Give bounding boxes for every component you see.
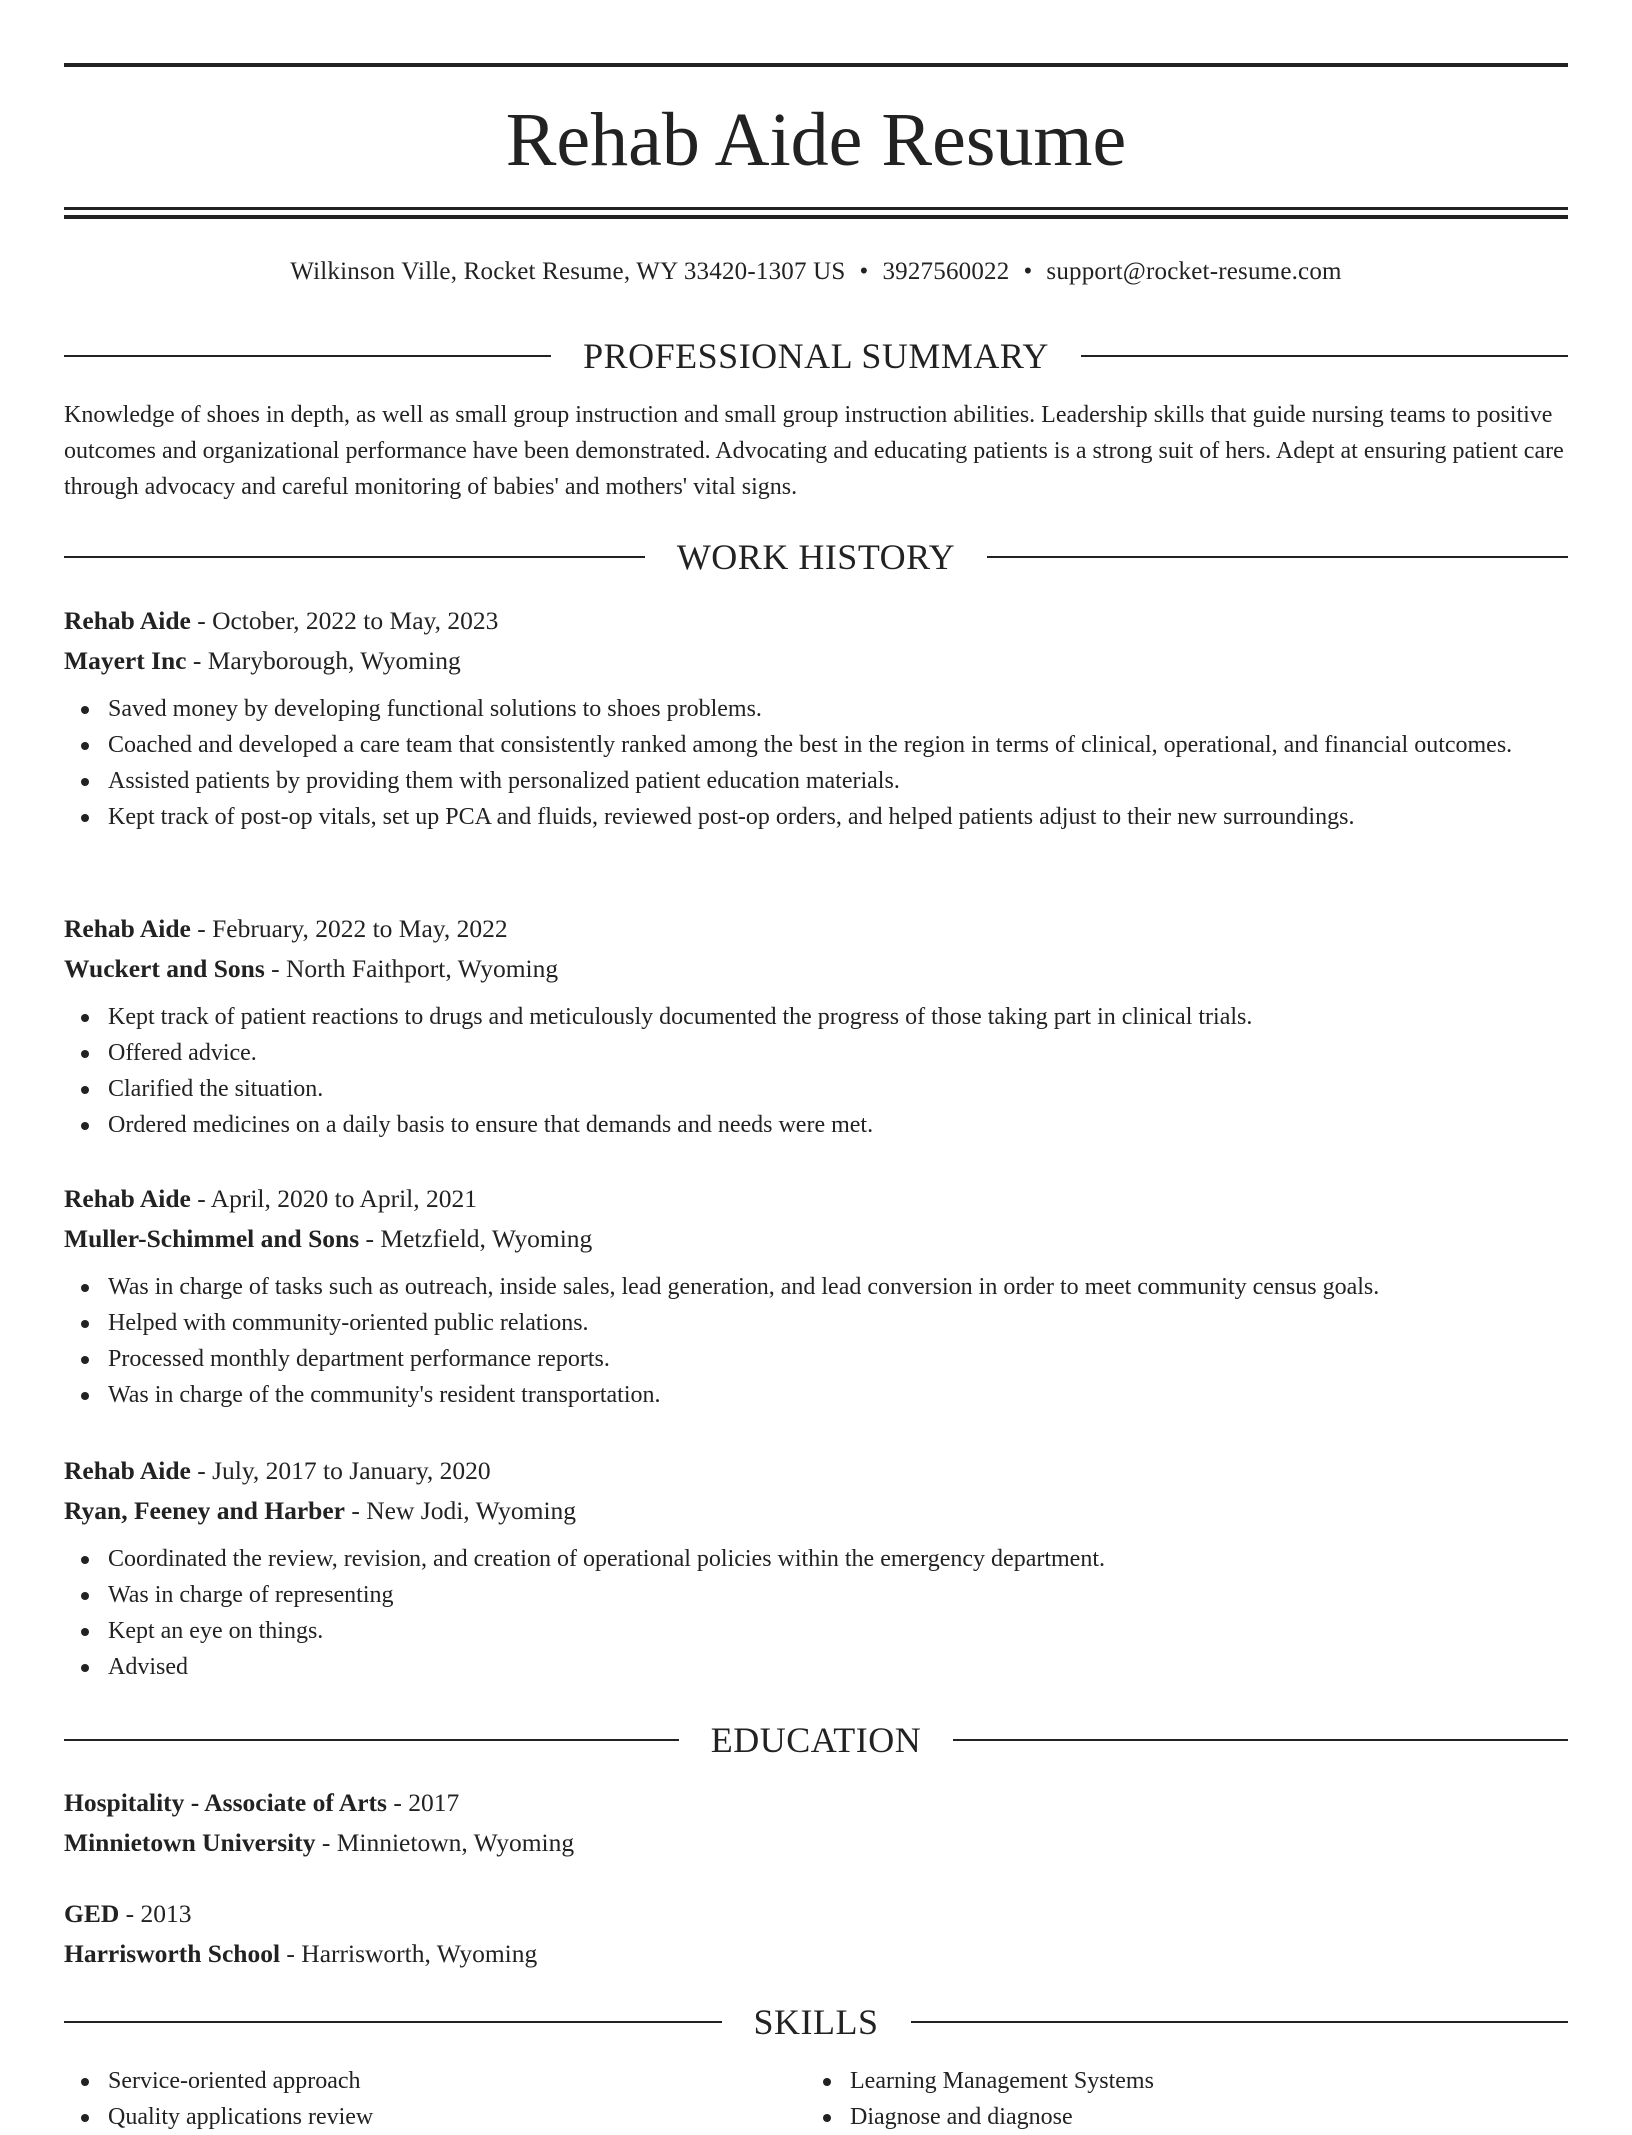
job-bullet: Clarified the situation. [64, 1071, 1568, 1107]
education-year: 2013 [140, 1899, 192, 1928]
job-company-line [64, 1491, 1568, 1531]
education-school-line [64, 1823, 1568, 1863]
job-company-line [64, 1219, 1568, 1259]
education-school-line [64, 1934, 1568, 1974]
education-degree-line [64, 1783, 1568, 1823]
contact-line [64, 252, 1568, 292]
contact-email: support@rocket-resume.com [1046, 258, 1342, 285]
section-heading-work-history [64, 535, 1568, 579]
job-entry [64, 601, 1568, 835]
education-school: Harrisworth School [64, 1939, 281, 1968]
job-dates: October, 2022 to May, 2023 [212, 606, 499, 635]
title-rule-upper [64, 207, 1568, 210]
skills-list [64, 2063, 764, 2135]
education-school: Minnietown University [64, 1828, 316, 1857]
job-bullet: Offered advice. [64, 1035, 1568, 1071]
job-company-line [64, 949, 1568, 989]
job-title-line [64, 1451, 1568, 1491]
job-dates: April, 2020 to April, 2021 [210, 1184, 478, 1213]
education-degree: Hospitality - Associate of Arts [64, 1788, 387, 1817]
heading-rule [953, 1739, 1568, 1741]
title-rule-lower [64, 215, 1568, 219]
education-degree: GED [64, 1899, 120, 1928]
job-dates: February, 2022 to May, 2022 [212, 914, 508, 943]
heading-rule [64, 2021, 722, 2023]
contact-separator: • [1023, 258, 1033, 285]
heading-rule [987, 556, 1568, 558]
job-title: Rehab Aide [64, 1456, 191, 1485]
section-title: WORK HISTORY [676, 537, 956, 577]
job-title-line [64, 909, 1568, 949]
education-location: Minnietown, Wyoming [336, 1828, 575, 1857]
education-year: 2017 [408, 1788, 460, 1817]
skill-item: Learning Management Systems [806, 2063, 1506, 2099]
job-bullet: Helped with community-oriented public relations. [64, 1305, 1568, 1341]
dash: - [190, 914, 213, 943]
dash: - [280, 1939, 302, 1968]
job-bullet: Was in charge of the community's resident transportation. [64, 1377, 1568, 1413]
summary-text: Knowledge of shoes in depth, as well as small group instruction and small group instruction abilities. Leadership skills that guide nursing teams to positive outcomes and organizational performance have been demonstrated. Advocating and educating patients is a strong suit of hers. Adept at ensuring patient care through advocacy and careful monitoring of babies' and mothers' vital signs. [64, 402, 1564, 500]
job-title: Rehab Aide [64, 1184, 191, 1213]
skills-column-right [806, 2063, 1506, 2135]
heading-rule [64, 1739, 679, 1741]
job-bullets [64, 691, 1568, 835]
job-bullets [64, 1541, 1568, 1685]
section-heading-education [64, 1718, 1568, 1762]
job-bullet: Processed monthly department performance reports. [64, 1341, 1568, 1377]
job-bullet: Was in charge of tasks such as outreach, inside sales, lead generation, and lead conversion in order to meet community census goals. [64, 1269, 1568, 1305]
job-company: Wuckert and Sons [64, 954, 265, 983]
job-bullet: Saved money by developing functional solutions to shoes problems. [64, 691, 1568, 727]
section-title: EDUCATION [710, 1720, 922, 1760]
skill-item: Quality applications review [64, 2099, 764, 2135]
dash: - [186, 646, 208, 675]
section-title: PROFESSIONAL SUMMARY [583, 336, 1049, 376]
contact-phone: 3927560022 [882, 258, 1010, 285]
contact-address: Wilkinson Ville, Rocket Resume, WY 33420-1307 US [290, 258, 846, 285]
section-heading-summary [64, 334, 1568, 378]
job-title: Rehab Aide [64, 914, 191, 943]
education-degree-line [64, 1894, 1568, 1934]
job-bullets [64, 999, 1568, 1143]
job-bullet: Ordered medicines on a daily basis to ensure that demands and needs were met. [64, 1107, 1568, 1143]
dash: - [190, 1456, 213, 1485]
dash: - [190, 606, 213, 635]
job-entry [64, 1451, 1568, 1685]
education-entry [64, 1783, 1568, 1863]
job-dates: July, 2017 to January, 2020 [212, 1456, 491, 1485]
job-bullet: Kept track of post-op vitals, set up PCA and fluids, reviewed post-op orders, and helped patients adjust to their new surroundings. [64, 799, 1568, 835]
heading-rule [64, 355, 551, 357]
resume-title: Rehab Aide Resume [505, 98, 1127, 182]
dash: - [264, 954, 287, 983]
job-title-line [64, 1179, 1568, 1219]
job-company: Ryan, Feeney and Harber [64, 1496, 345, 1525]
contact-separator: • [859, 258, 869, 285]
job-company-line [64, 641, 1568, 681]
job-location: Maryborough, Wyoming [207, 646, 461, 675]
job-location: New Jodi, Wyoming [366, 1496, 577, 1525]
skills-column-left [64, 2063, 764, 2135]
skill-item: Service-oriented approach [64, 2063, 764, 2099]
job-entry [64, 1179, 1568, 1413]
dash: - [359, 1224, 381, 1253]
heading-rule [1081, 355, 1568, 357]
education-location: Harrisworth, Wyoming [301, 1939, 538, 1968]
job-title: Rehab Aide [64, 606, 191, 635]
dash: - [315, 1828, 337, 1857]
job-location: North Faithport, Wyoming [286, 954, 559, 983]
skills-list [806, 2063, 1506, 2135]
job-company: Muller-Schimmel and Sons [64, 1224, 360, 1253]
job-company: Mayert Inc [64, 646, 187, 675]
dash: - [119, 1899, 141, 1928]
skill-item: Diagnose and diagnose [806, 2099, 1506, 2135]
section-title: SKILLS [753, 2002, 879, 2042]
section-heading-skills [64, 2000, 1568, 2044]
job-entry [64, 909, 1568, 1143]
job-bullet: Kept track of patient reactions to drugs and meticulously documented the progress of those taking part in clinical trials. [64, 999, 1568, 1035]
top-rule [64, 63, 1568, 67]
job-title-line [64, 601, 1568, 641]
job-bullet: Assisted patients by providing them with personalized patient education materials. [64, 763, 1568, 799]
job-bullet: Coached and developed a care team that consistently ranked among the best in the region in terms of clinical, operational, and financial outcomes. [64, 727, 1568, 763]
dash: - [386, 1788, 409, 1817]
job-bullet: Advised [64, 1649, 1568, 1685]
job-bullet: Coordinated the review, revision, and creation of operational policies within the emergency department. [64, 1541, 1568, 1577]
education-entry [64, 1894, 1568, 1974]
heading-rule [911, 2021, 1569, 2023]
heading-rule [64, 556, 645, 558]
dash: - [190, 1184, 211, 1213]
job-bullet: Was in charge of representing [64, 1577, 1568, 1613]
job-location: Metzfield, Wyoming [380, 1224, 593, 1253]
job-bullet: Kept an eye on things. [64, 1613, 1568, 1649]
job-bullets [64, 1269, 1568, 1413]
dash: - [345, 1496, 367, 1525]
